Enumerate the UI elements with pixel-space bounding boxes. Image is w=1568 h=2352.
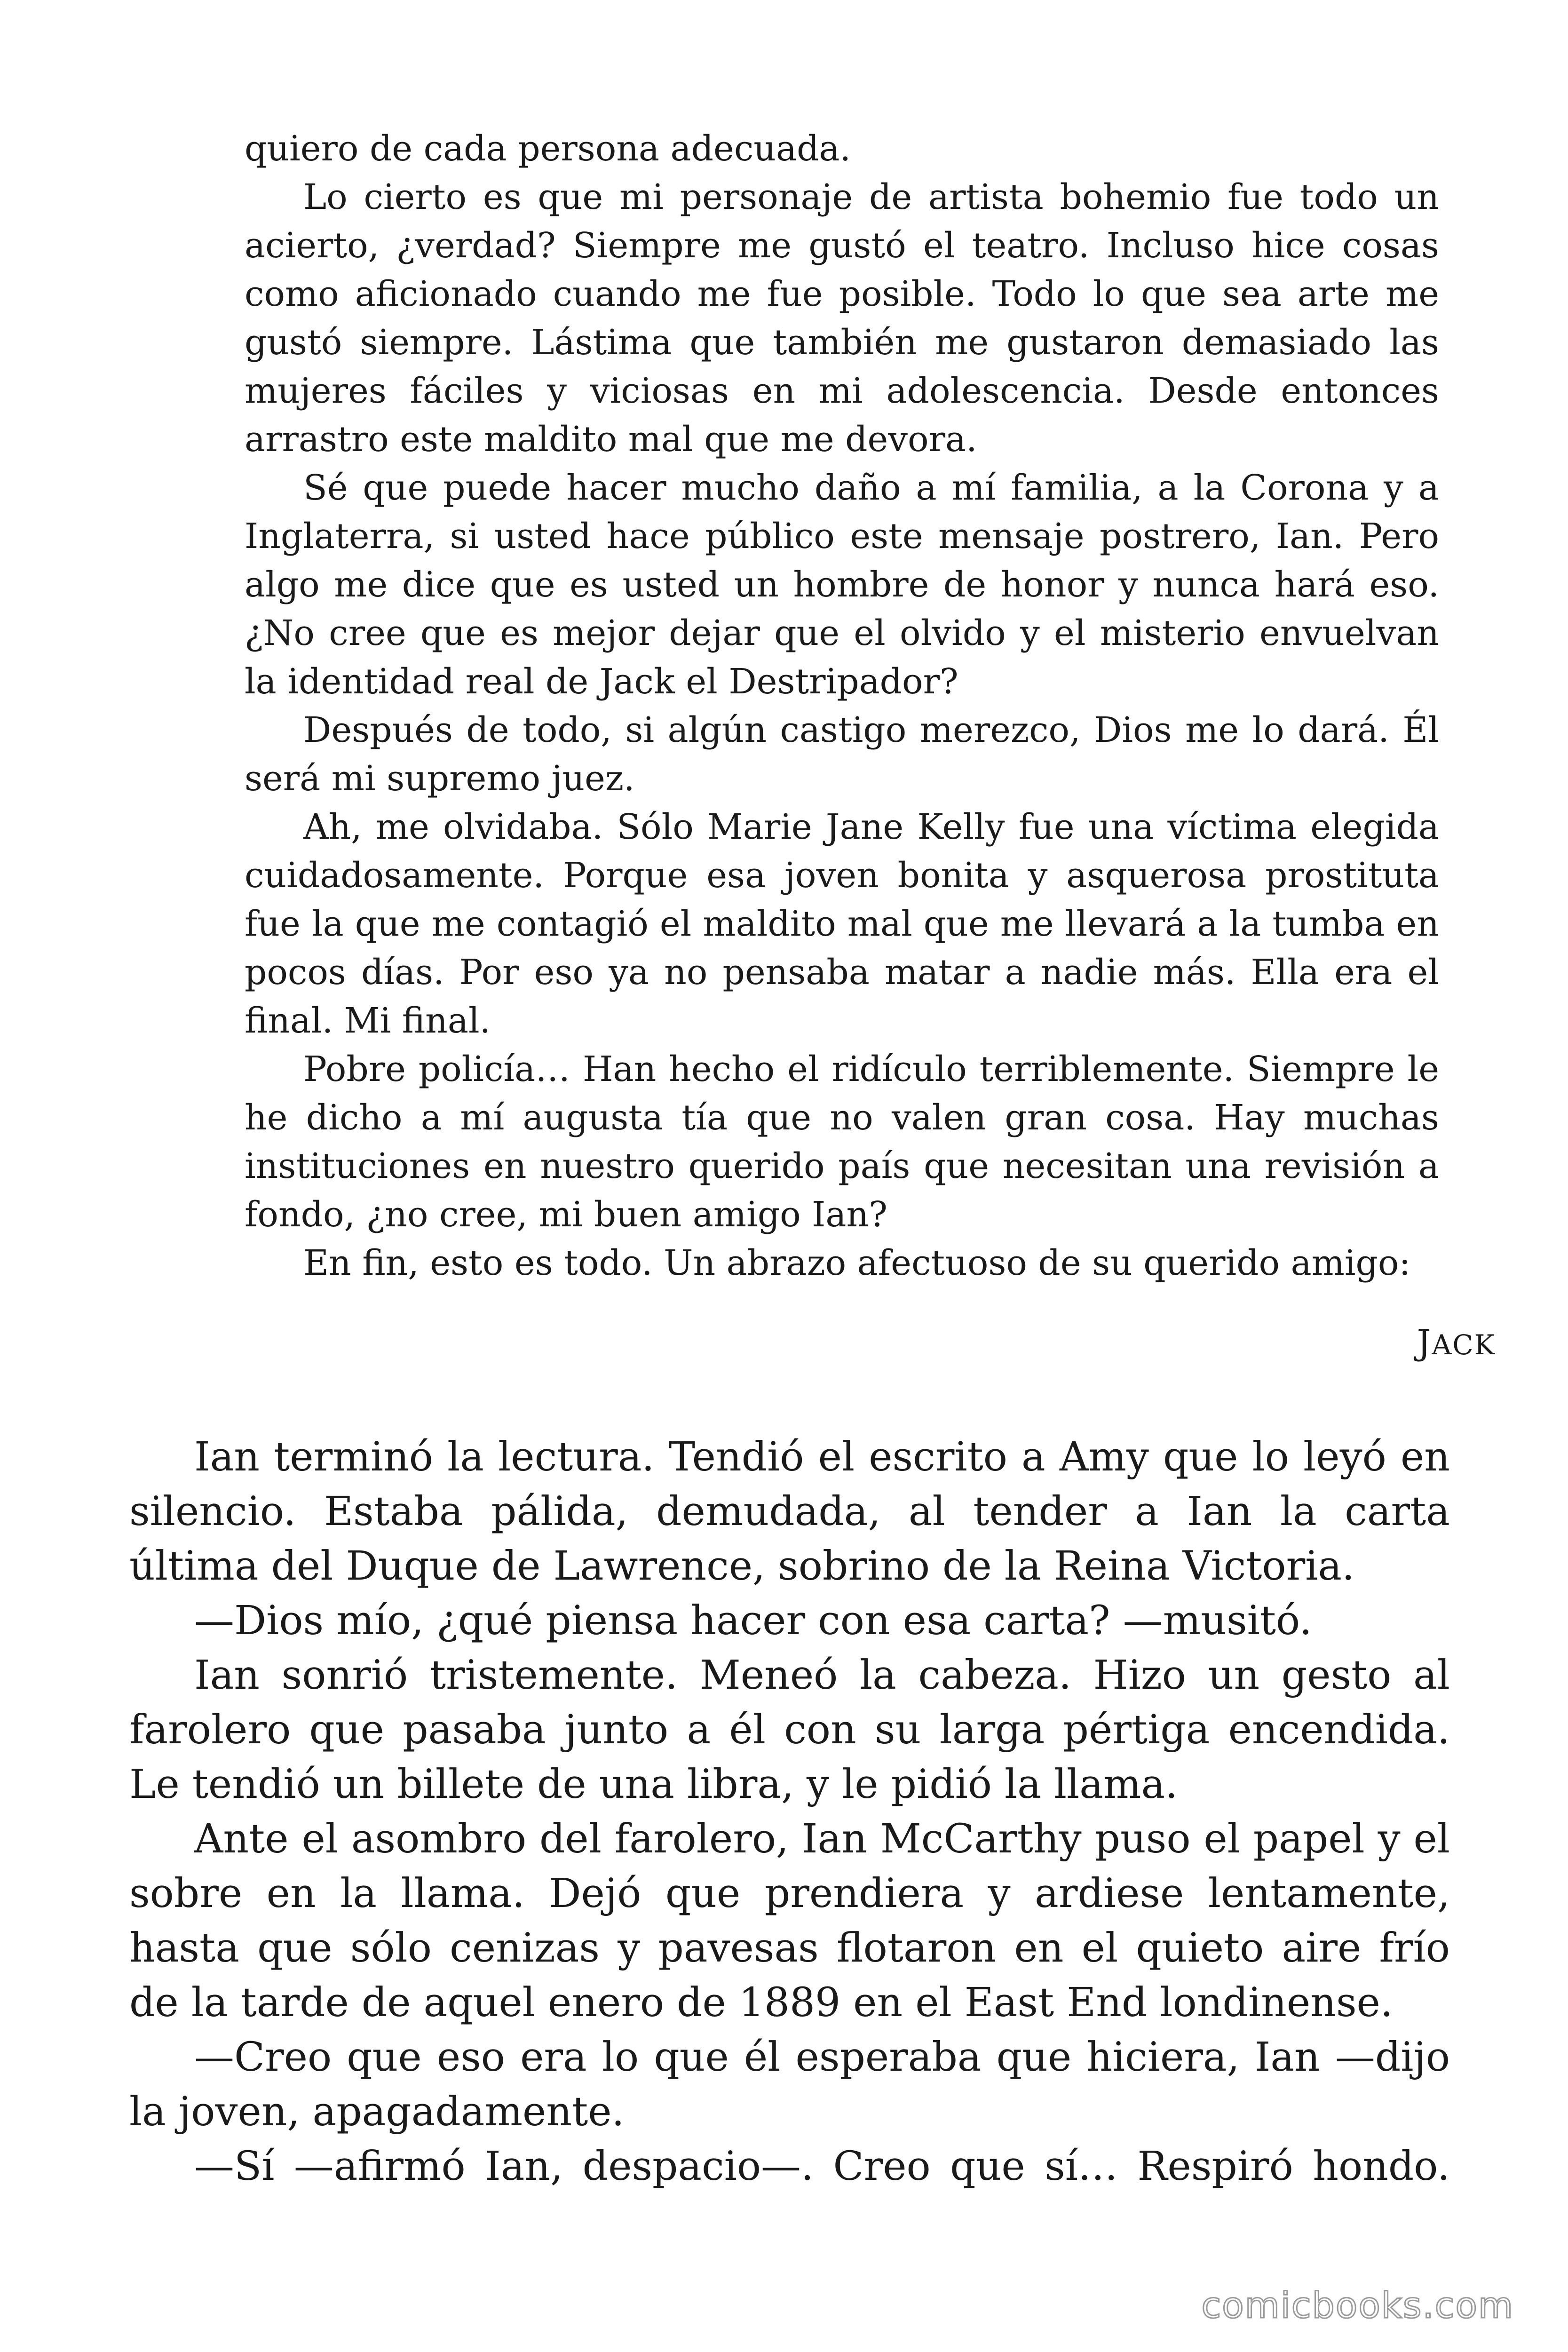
letter-paragraph: Ah, me olvidaba. Sólo Marie Jane Kelly fue una víctima elegida cuidadosamente. Porque esa joven bonita y asquerosa prostituta fue la que me contagió el maldito mal que me llevará a la tumba en pocos días. Por eso ya no pensaba matar a nadie más. Ella era el final. Mi final.: [245, 807, 1439, 1041]
narration-paragraph: —Sí —afirmó Ian, despacio—. Creo que sí… Respiró hondo.: [194, 2143, 1450, 2190]
narration-paragraph: Ian terminó la lectura. Tendió el escrito a Amy que lo leyó en silencio. Estaba pálida, demudada, al tender a Ian la carta última del Duque de Lawrence, sobrino de la Reina Victoria.: [129, 1434, 1450, 1589]
narration-paragraph: —Creo que eso era lo que él esperaba que hiciera, Ian —dijo la joven, apagadamente.: [129, 2034, 1450, 2135]
letter-signature: [245, 1319, 1496, 1369]
letter-paragraph: Pobre policía… Han hecho el ridículo terriblemente. Siempre le he dicho a mí augusta tía que no valen gran cosa. Hay muchas instituciones en nuestro querido país que necesitan una revisión a fondo, ¿no cree, mi buen amigo Ian?: [245, 1049, 1439, 1235]
narration-paragraph: Ante el asombro del farolero, Ian McCarthy puso el papel y el sobre en la llama. Dejó que prendiera y ardiese lentamente, hasta que sólo cenizas y pavesas flotaron en el quieto aire frío de la tarde de aquel enero de 1889 en el East End londinense.: [129, 1816, 1450, 2026]
narration-paragraph: —Dios mío, ¿qué piensa hacer con esa carta? —musitó.: [194, 1597, 1312, 1644]
letter-paragraph: quiero de cada persona adecuada.: [245, 128, 851, 169]
letter-paragraph: Después de todo, si algún castigo merezco, Dios me lo dará. Él será mi supremo juez.: [245, 710, 1439, 799]
watermark: comicbooks.com: [1201, 2284, 1514, 2326]
letter-block: [245, 125, 1496, 1369]
signature-small-caps: ACK: [1432, 1329, 1496, 1361]
signature-initial: J: [1417, 1322, 1432, 1363]
narration-block: [129, 1430, 1450, 2194]
letter-paragraph: En fin, esto es todo. Un abrazo afectuoso de su querido amigo:: [303, 1243, 1411, 1283]
narration-paragraph: Ian sonrió tristemente. Meneó la cabeza. Hizo un gesto al farolero que pasaba junto a él con su larga pértiga encendida. Le tendió un billete de una libra, y le pidió la llama.: [129, 1652, 1450, 1808]
letter-paragraph: Lo cierto es que mi personaje de artista bohemio fue todo un acierto, ¿verdad? Siempre me gustó el teatro. Incluso hice cosas como aficionado cuando me fue posible. Todo lo que sea arte me gustó siempre. Lástima que también me gustaron demasiado las mujeres fáciles y viciosas en mi adolescencia. Desde entonces arrastro este maldito mal que me devora.: [245, 177, 1439, 460]
letter-paragraph: Sé que puede hacer mucho daño a mí familia, a la Corona y a Inglaterra, si usted hace público este mensaje postrero, Ian. Pero algo me dice que es usted un hombre de honor y nunca hará eso. ¿No cree que es mejor dejar que el olvido y el misterio envuelvan la identidad real de Jack el Destripador?: [245, 468, 1439, 702]
